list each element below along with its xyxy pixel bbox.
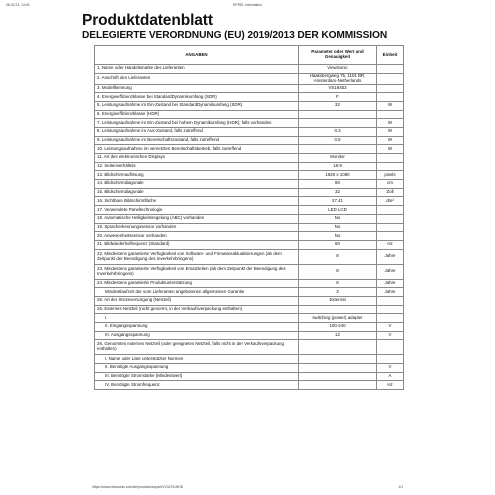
row-label: IV. Benötigte Stromfrequenz (95, 381, 299, 390)
row-label: 9. Leistungsaufnahme im Bereitschaftszustand, falls zutreffend (95, 136, 299, 145)
row-value: 27.41 (299, 197, 377, 206)
row-value (299, 305, 377, 314)
table-row (95, 110, 404, 119)
row-value (299, 110, 377, 119)
row-unit: W (377, 136, 404, 145)
table-row (95, 249, 404, 264)
row-label: 1. Name oder Handelsmarke des Lieferanten (95, 65, 299, 74)
row-unit: pixels (377, 171, 404, 180)
row-value: 16:9 (299, 162, 377, 171)
row-label: 23. Mindestens garantierte Verfügbarkeit von Ersatzteilen (ab dem Zeitpunkt der Beendigung des Inverkehrbringens) (95, 264, 299, 279)
document-subtitle: DELEGIERTE VERORDNUNG (EU) 2019/2013 DER KOMMISSION (82, 30, 388, 41)
table-row (95, 154, 404, 163)
table-row (95, 197, 404, 206)
row-label: I. Name oder Liste unterstützter Normen (95, 355, 299, 364)
row-value: 100-240 (299, 323, 377, 332)
row-unit: W (377, 119, 404, 128)
row-unit (377, 93, 404, 102)
row-value (299, 372, 377, 381)
table-row (95, 314, 404, 323)
row-label: II. Benötigte Ausgangsspannung (95, 364, 299, 373)
table-row (95, 93, 404, 102)
row-unit: Jahre (377, 288, 404, 297)
table-row (95, 127, 404, 136)
row-value: No (299, 214, 377, 223)
row-label: 7. Leistungsaufnahme im Ein-Zustand bei hohem Dynamikumfang (HDR), falls vorhanden (95, 119, 299, 128)
row-unit: W (377, 127, 404, 136)
row-value: 60 (299, 240, 377, 249)
row-value: 8 (299, 249, 377, 264)
row-label: 11. Art des elektronischen Displays (95, 154, 299, 163)
row-label: 6. Energieeffizienzklasse (HDR) (95, 110, 299, 119)
table-row (95, 296, 404, 305)
print-page-count: 1/1 (398, 485, 403, 489)
row-unit (377, 84, 404, 93)
row-label: 10. Leistungsaufnahme im vernetzten Bereitschaftsbetrieb, falls zutreffend (95, 145, 299, 154)
table-row (95, 214, 404, 223)
document-title: Produktdatenblatt (82, 12, 213, 29)
row-value (299, 340, 377, 355)
row-unit (377, 73, 404, 84)
row-unit: Jahre (377, 264, 404, 279)
row-unit (377, 110, 404, 119)
row-value: No (299, 232, 377, 241)
row-label: 16. Sichtbare Bildschirmfläche (95, 197, 299, 206)
table-row (95, 101, 404, 110)
row-unit: V (377, 364, 404, 373)
table-row (95, 323, 404, 332)
table-row (95, 65, 404, 74)
row-label: Mindestlaufzeit der vom Lieferanten angebotenen allgemeinen Garantie (95, 288, 299, 297)
table-row (95, 331, 404, 340)
table-row (95, 84, 404, 93)
row-label: 5. Leistungsaufnahme im Ein-Zustand bei StandardDynamikumfang (SDR) (95, 101, 299, 110)
row-unit (377, 65, 404, 74)
row-label: 21. Bildwiederholfrequenz (Standard) (95, 240, 299, 249)
row-label: 14. Bildschirmdiagonale (95, 180, 299, 189)
row-value (299, 364, 377, 373)
row-unit: V (377, 331, 404, 340)
header-value: Parameter oder Wert und Genauigkeit (299, 46, 377, 65)
row-unit (377, 223, 404, 232)
row-label: II. Eingangsspannung (95, 323, 299, 332)
row-label: 8. Leistungsaufnahme im Aus-Zustand, falls zutreffend (95, 127, 299, 136)
header-angaben: ANGABEN (95, 46, 299, 65)
row-value (299, 145, 377, 154)
row-label: 26. Externes Netzteil (nicht genormt, in der Verkaufsverpackung enthalten) (95, 305, 299, 314)
row-unit (377, 154, 404, 163)
table-row (95, 288, 404, 297)
row-unit: Zoll (377, 188, 404, 197)
table-row (95, 171, 404, 180)
row-value: 8 (299, 279, 377, 288)
table-row (95, 119, 404, 128)
row-label: III. Ausgangsspannung (95, 331, 299, 340)
row-value: 0.3 (299, 127, 377, 136)
browser-print-footer (6, 485, 489, 491)
row-unit (377, 355, 404, 364)
row-label: 25. Art der Stromversorgung (Netzteil) (95, 296, 299, 305)
table-header-row (95, 46, 404, 65)
print-page-title: EPREL Information (233, 3, 262, 7)
table-row (95, 136, 404, 145)
row-unit (377, 314, 404, 323)
header-unit: Einheit (377, 46, 404, 65)
table-row (95, 355, 404, 364)
row-unit (377, 232, 404, 241)
browser-print-header (6, 3, 489, 11)
table-row (95, 162, 404, 171)
table-row (95, 180, 404, 189)
row-value: 12 (299, 331, 377, 340)
print-datetime: 06.02.23, 14:40 (6, 3, 30, 7)
print-url: https://www.viewsonic.com/de/products/export/VX3276-MHD (92, 485, 184, 489)
row-value: 1920 x 1080 (299, 171, 377, 180)
table-row (95, 206, 404, 215)
row-label: 17. Verwendete Paneltechnologie (95, 206, 299, 215)
row-unit: Jahre (377, 279, 404, 288)
row-value: 32 (299, 101, 377, 110)
table-row (95, 364, 404, 373)
table-row (95, 240, 404, 249)
row-unit: Hz (377, 381, 404, 390)
row-unit (377, 162, 404, 171)
row-value (299, 355, 377, 364)
row-unit (377, 206, 404, 215)
row-unit (377, 305, 404, 314)
row-unit: cm (377, 180, 404, 189)
row-label: 2. Anschrift des Lieferanten (95, 73, 299, 84)
row-label: 26. Genormtes externes Netzteil (oder geeignetes Netzteil, falls nicht in der Verkaufsverpackung enthalten) (95, 340, 299, 355)
row-unit: V (377, 323, 404, 332)
row-value: F (299, 93, 377, 102)
row-label: 3. Modellkennung (95, 84, 299, 93)
table-row (95, 305, 404, 314)
row-unit (377, 214, 404, 223)
table-row (95, 264, 404, 279)
row-value: switching (power) adapter (299, 314, 377, 323)
row-unit: Jahre (377, 249, 404, 264)
table-row (95, 188, 404, 197)
product-data-table (94, 45, 404, 390)
row-unit: Hz (377, 240, 404, 249)
row-label: 12. Seitenverhältnis (95, 162, 299, 171)
row-value: LED LCD (299, 206, 377, 215)
row-unit (377, 296, 404, 305)
row-value: External (299, 296, 377, 305)
row-value: 8 (299, 264, 377, 279)
row-value: 3 (299, 288, 377, 297)
table-row (95, 73, 404, 84)
row-label: I. (95, 314, 299, 323)
table-row (95, 372, 404, 381)
row-value: Monitor (299, 154, 377, 163)
row-value: VS18453 (299, 84, 377, 93)
row-label: 4. Energieeffizienzklasse bei StandardDynamikumfang (SDR) (95, 93, 299, 102)
row-label: 19. Spracherkennungssensor vorhanden (95, 223, 299, 232)
row-value: 80 (299, 180, 377, 189)
row-value (299, 119, 377, 128)
row-label: 24. Mindestens garantierte Produktunterstützung (95, 279, 299, 288)
table-row (95, 340, 404, 355)
row-value (299, 381, 377, 390)
row-unit (377, 340, 404, 355)
table-row (95, 232, 404, 241)
row-value: 32 (299, 188, 377, 197)
row-unit: A (377, 372, 404, 381)
table-row (95, 381, 404, 390)
row-unit: W (377, 101, 404, 110)
row-unit: W (377, 145, 404, 154)
row-label: III. Benötigte Stromstärke (Mindestwert) (95, 372, 299, 381)
row-label: 18. Automatische Helligkeitsregelung (ABC) vorhanden (95, 214, 299, 223)
row-value: 0.5 (299, 136, 377, 145)
row-label: 20. Anwesenheitssensor vorhanden (95, 232, 299, 241)
table-row (95, 145, 404, 154)
row-value: ViewSonic (299, 65, 377, 74)
row-value: No (299, 223, 377, 232)
table-row (95, 223, 404, 232)
row-label: 13. Bildschirmauflösung (95, 171, 299, 180)
row-label: 22. Mindestens garantierte Verfügbarkeit von Software- und Firmwareaktualisierungen (ab dem Zeitpunkt der Beendigung des Inverkehrbringens) (95, 249, 299, 264)
row-label: 15. Bildschirmdiagonale (95, 188, 299, 197)
row-value: Haaksbergweg 75, 1101 BR, Amsterdam-Netherlands (299, 73, 377, 84)
row-unit: dm² (377, 197, 404, 206)
table-row (95, 279, 404, 288)
